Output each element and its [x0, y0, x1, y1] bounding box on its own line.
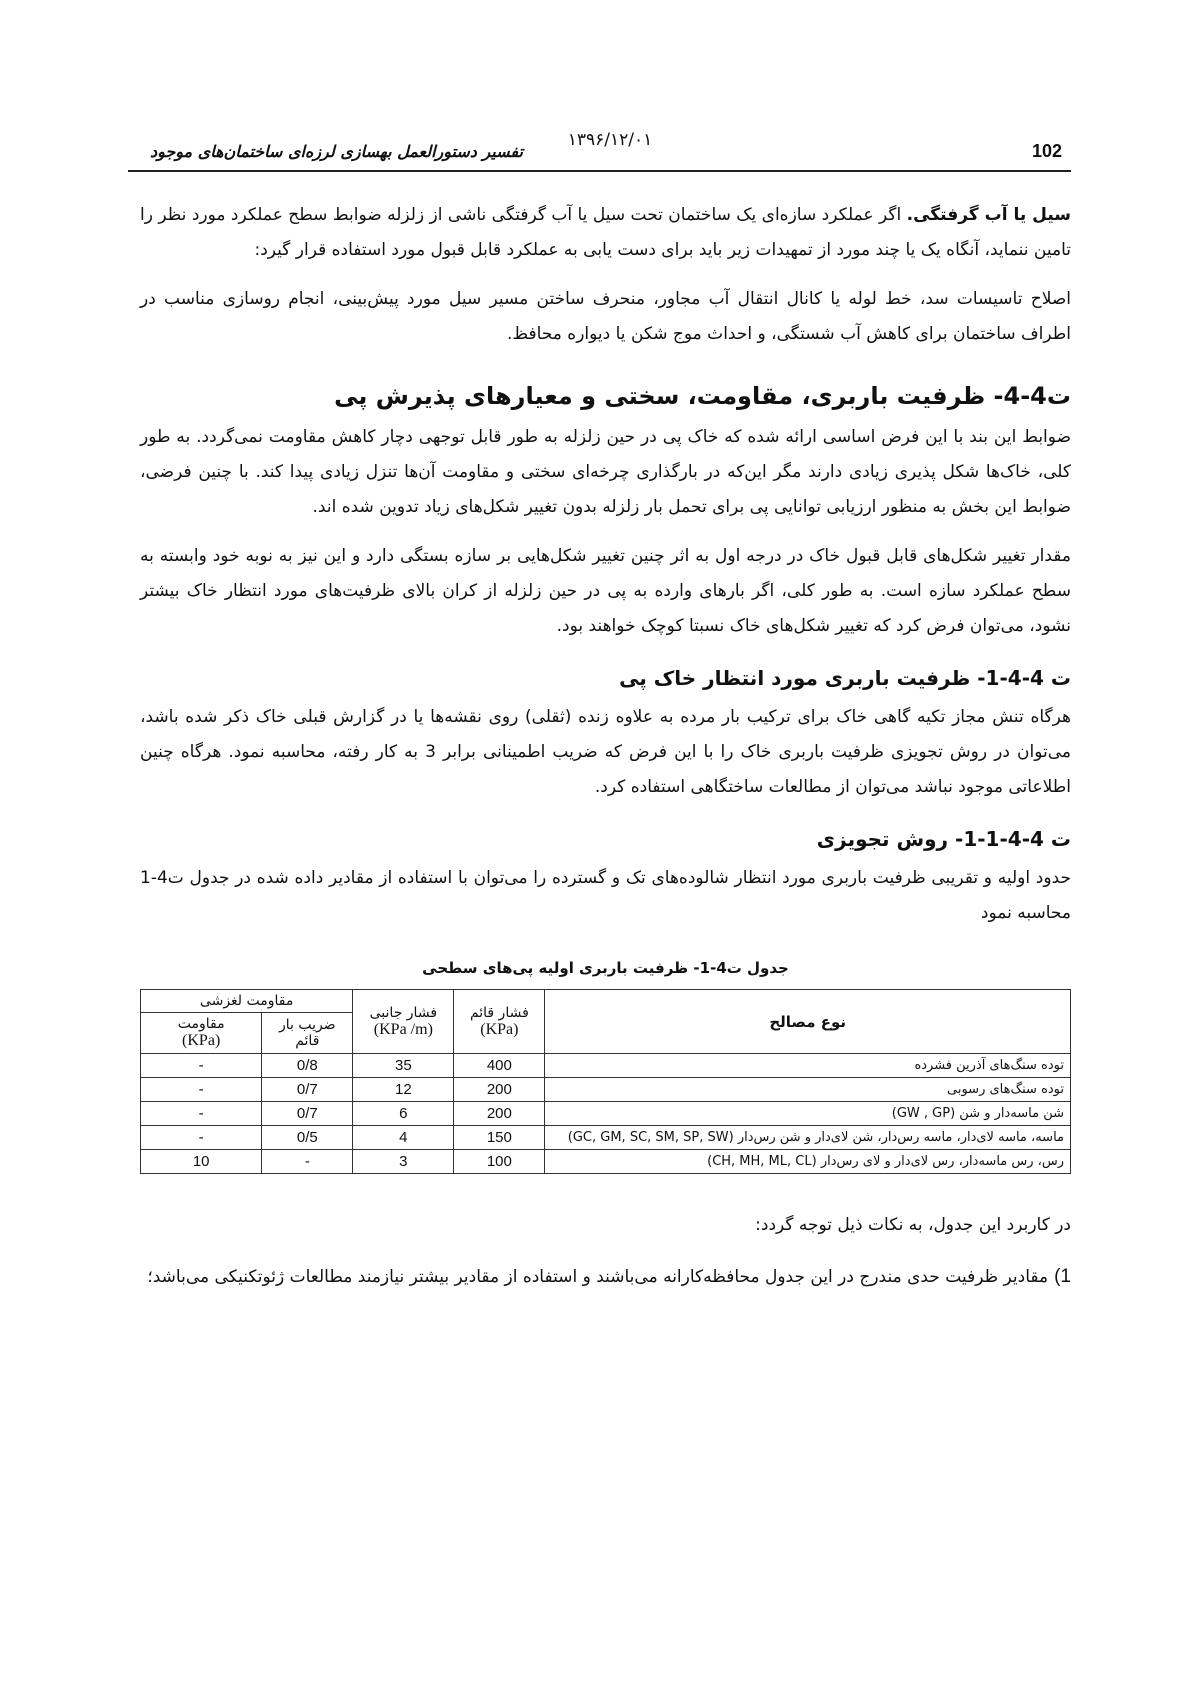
header-lateral-pressure: فشار جانبی (KPa /m)	[353, 990, 454, 1054]
cell-resistance: -	[141, 1078, 262, 1102]
note-text: مقادیر ظرفیت حدی مندرج در این جدول محافظه‌کارانه می‌باشند و استفاده از مقادیر بیشتر نیازمند مطالعات ژئوتکنیکی می‌باشد؛	[147, 1267, 1049, 1287]
header-date: ۱۳۹۶/۱۲/۰۱	[567, 130, 653, 150]
cell-material: توده سنگ‌های رسوبی	[545, 1078, 1071, 1102]
cell-lateral: 4	[353, 1126, 454, 1150]
flood-paragraph-1-text: اگر عملکرد سازه‌ای یک ساختمان تحت سیل یا آب گرفتگی ناشی از زلزله ضوابط سطح عملکرد مورد نظر را تامین ننماید، آنگاه یک یا چند مورد از تمهیدات زیر باید برای دست یابی به عملکرد قابل قبول مورد استفاده قرار گیرد:	[140, 205, 1071, 260]
cell-vertical: 100	[454, 1150, 545, 1174]
table-row	[141, 1054, 1071, 1078]
flood-lead-term: سیل یا آب گرفتگی.	[906, 205, 1071, 225]
table-header-row	[141, 990, 1071, 1013]
cell-lateral: 6	[353, 1102, 454, 1126]
cell-material: توده سنگ‌های آذرین فشرده	[545, 1054, 1071, 1078]
cell-lateral: 3	[353, 1150, 454, 1174]
cell-lateral: 35	[353, 1054, 454, 1078]
section-heading-4-4: ت4-4- ظرفیت باربری، مقاومت، سختی و معیارهای پذیرش پی	[334, 382, 1071, 410]
header-material: نوع مصالح	[545, 990, 1071, 1054]
section-4-4-1-paragraph: هرگاه تنش مجاز تکیه گاهی خاک برای ترکیب بار مرده به علاوه زنده (ثقلی) روی نقشه‌ها یا در گزارش قبلی خاک ذکر شده باشد، می‌توان در روش تجویزی ظرفیت باربری خاک را با این فرض که ضریب اطمینانی برابر 3 به کار رفته، محاسبه نمود. هرگاه چنین اطلاعاتی موجود نباشد می‌توان از مطالعات ساختگاهی استفاده کرد.	[140, 707, 1071, 797]
cell-coef: 0/5	[262, 1126, 353, 1150]
header-divider	[128, 170, 1071, 172]
cell-vertical: 150	[454, 1126, 545, 1150]
flood-paragraph-1	[140, 198, 1071, 268]
section-heading-4-4-1-1: ت 4-4-1-1- روش تجویزی	[816, 827, 1071, 851]
header-resistance: مقاومت (KPa)	[141, 1013, 262, 1054]
cell-lateral: 12	[353, 1078, 454, 1102]
header-vertical-pressure: فشار قائم (KPa)	[454, 990, 545, 1054]
cell-resistance: -	[141, 1054, 262, 1078]
cell-vertical: 400	[454, 1054, 545, 1078]
table-row	[141, 1126, 1071, 1150]
cell-coef: 0/7	[262, 1078, 353, 1102]
table-row	[141, 1150, 1071, 1174]
header-sliding-resistance: مقاومت لغزشی	[141, 990, 353, 1013]
note-number: 1)	[1054, 1266, 1071, 1287]
cell-resistance: 10	[141, 1150, 262, 1174]
cell-resistance: -	[141, 1102, 262, 1126]
section-4-4-1-1-paragraph: حدود اولیه و تقریبی ظرفیت باربری مورد انتظار شالوده‌های تک و گسترده را می‌توان با استفاده از مقادیر داده شده در جدول ت4-1 محاسبه نمود	[140, 868, 1071, 923]
cell-resistance: -	[141, 1126, 262, 1150]
cell-material: رس، رس ماسه‌دار، رس لای‌دار و لای رس‌دار (CH, MH, ML, CL)	[545, 1150, 1071, 1174]
cell-coef: -	[262, 1150, 353, 1174]
bearing-capacity-table	[140, 989, 1071, 1174]
table-row	[141, 1078, 1071, 1102]
section-4-4-paragraph-1: ضوابط این بند با این فرض اساسی ارائه شده که خاک پی در حین زلزله به طور قابل توجهی دچار کاهش مقاومت نمی‌گردد. به طور کلی، خاک‌ها شکل پذیری زیادی دارند مگر این‌که در بارگذاری چرخه‌ای سختی و مقاومت آن‌ها تنزل زیادی پیدا کند. با چنین فرضی، ضوابط این بخش به منظور ارزیابی توانایی پی برای تحمل بار زلزله بدون تغییر شکل‌های زیاد تدوین شده اند.	[140, 427, 1071, 517]
cell-coef: 0/8	[262, 1054, 353, 1078]
cell-material: شن ماسه‌دار و شن (GW , GP)	[545, 1102, 1071, 1126]
cell-coef: 0/7	[262, 1102, 353, 1126]
section-4-4-paragraph-2: مقدار تغییر شکل‌های قابل قبول خاک در درجه اول به اثر چنین تغییر شکل‌هایی بر سازه بستگی دارد و این نیز به نوبه خود وابسته به سطح عملکرد سازه است. به طور کلی، اگر بارهای وارده به پی در حین زلزله از کران بالای ظرفیت‌های مورد انتظار خاک بیشتر نشود، می‌توان فرض کرد که تغییر شکل‌های خاک نسبتا کوچک خواهند بود.	[140, 546, 1071, 636]
flood-paragraph-2: اصلاح تاسیسات سد، خط لوله یا کانال انتقال آب مجاور، منحرف ساختن مسیر سیل مورد پیش‌بینی، انجام روسازی مناسب در اطراف ساختمان برای کاهش آب شستگی، و احداث موج شکن یا دیواره محافظ.	[140, 289, 1071, 344]
cell-material: ماسه، ماسه لای‌دار، ماسه رس‌دار، شن لای‌دار و شن رس‌دار (GC, GM, SC, SM, SP, SW)	[545, 1126, 1071, 1150]
table-row	[141, 1102, 1071, 1126]
cell-vertical: 200	[454, 1078, 545, 1102]
note-item	[140, 1260, 1071, 1294]
page-number: 102	[1032, 141, 1063, 161]
table-caption: جدول ت4-1- ظرفیت باربری اولیه پی‌های سطحی	[422, 959, 789, 977]
page-body	[140, 180, 1071, 1294]
section-heading-4-4-1: ت 4-4-1- ظرفیت باربری مورد انتظار خاک پی	[619, 666, 1071, 690]
running-header-title: تفسیر دستورالعمل بهسازی لرزه‌ای ساختمان‌های موجود	[150, 142, 523, 161]
cell-vertical: 200	[454, 1102, 545, 1126]
notes-intro: در کاربرد این جدول، به نکات ذیل توجه گردد:	[755, 1215, 1071, 1235]
header-vertical-load-coef: ضریب بار قائم	[262, 1013, 353, 1054]
